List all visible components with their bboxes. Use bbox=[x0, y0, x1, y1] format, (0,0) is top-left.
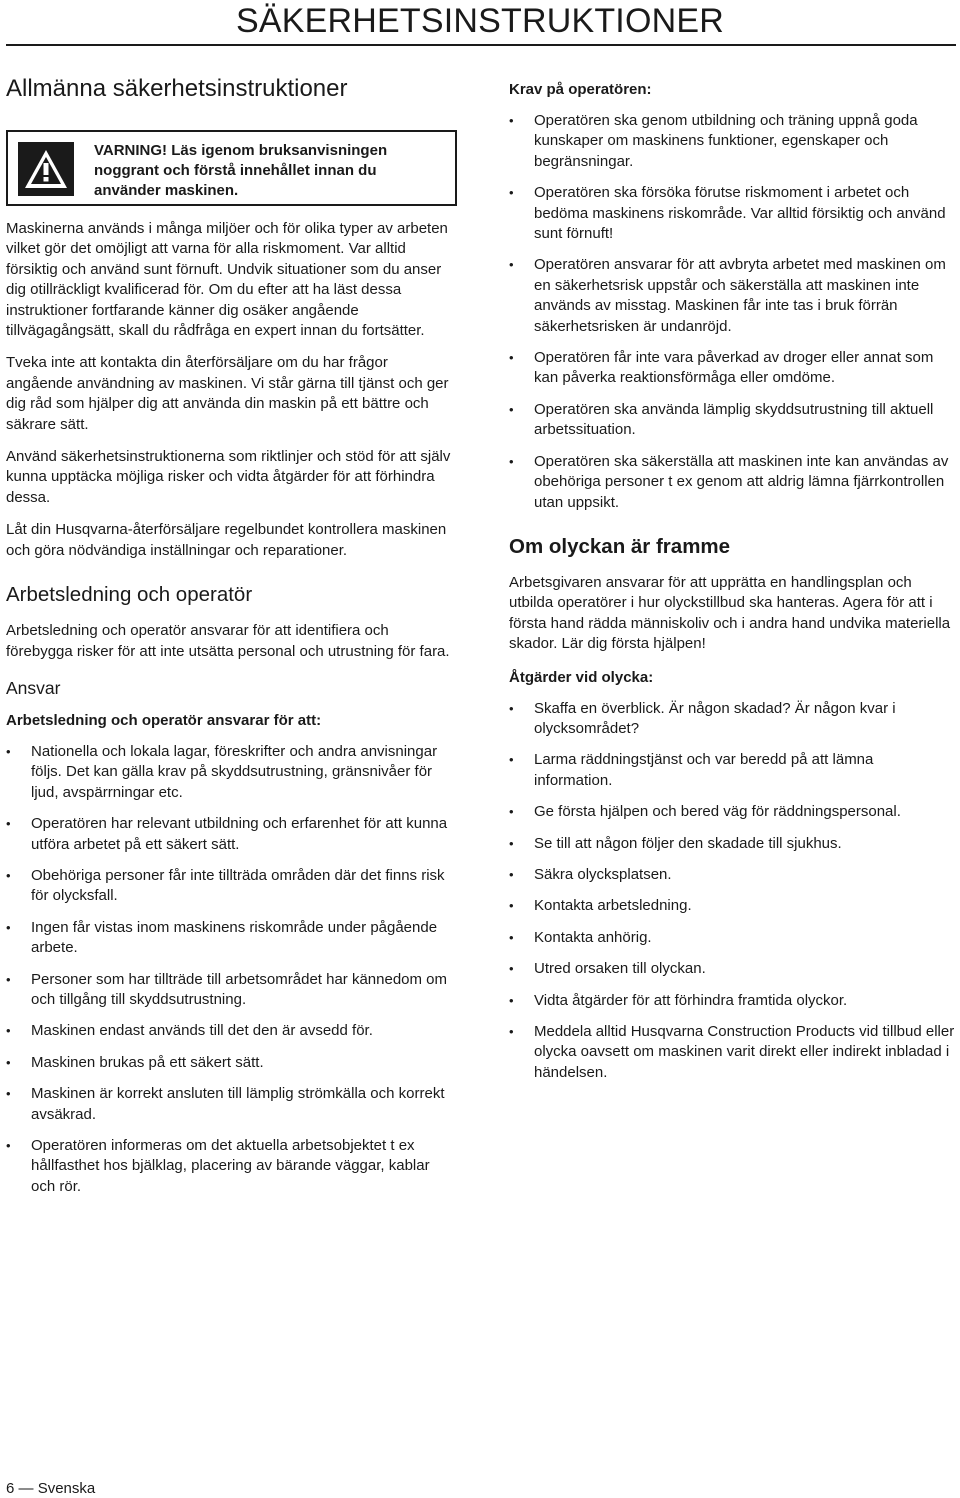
responsibility-heading: Ansvar bbox=[6, 677, 61, 698]
list-item: • Obehöriga personer får inte tillträda områden där det finns risk för olycksfall. bbox=[6, 866, 456, 907]
list-item: • Skaffa en överblick. Är någon skadad? Är någon kvar i olycksområdet? bbox=[509, 699, 955, 740]
footer-separator: — bbox=[18, 1480, 34, 1497]
left-column bbox=[6, 72, 456, 1197]
accident-heading: Om olyckan är framme bbox=[509, 534, 731, 558]
responsibility-list bbox=[6, 742, 456, 1197]
list-item: • Säkra olycksplatsen. bbox=[509, 865, 955, 885]
list-item: • Operatören ansvarar för att avbryta arbetet med maskinen om en säkerhetsrisk uppstår och säkerställa att maskinen inte används av misstag. Maskinen får inte tas i bruk förrän säkerhetsrisken är undanröjd. bbox=[509, 255, 955, 337]
contact-paragraph: Tveka inte att kontakta din återförsäljare om du har frågor angående användning av maskinen. Vi står gärna till tjänst och ger dig råd som hjälper dig att använda din maskin på ett bättre och säkrare sätt. bbox=[6, 354, 449, 433]
list-item: • Operatören informeras om det aktuella arbetsobjektet t ex hållfasthet hos bjälklag, placering av bärande väggar, kablar och rör. bbox=[6, 1136, 456, 1197]
list-item: • Utred orsaken till olyckan. bbox=[509, 959, 955, 979]
warning-box bbox=[6, 130, 457, 206]
list-item: • Larma räddningstjänst och var beredd på att lämna information. bbox=[509, 750, 955, 791]
list-item: • Operatören har relevant utbildning och erfarenhet för att kunna utföra arbetet på ett säkert sätt. bbox=[6, 814, 456, 855]
list-item: • Operatören ska använda lämplig skyddsutrustning till aktuell arbetssituation. bbox=[509, 400, 955, 441]
dealer-paragraph: Låt din Husqvarna-återförsäljare regelbundet kontrollera maskinen och göra nödvändiga inställningar och reparationer. bbox=[6, 521, 447, 559]
list-item: • Ge första hjälpen och bered väg för räddningspersonal. bbox=[509, 802, 955, 822]
operator-requirements-subheading: Krav på operatören: bbox=[509, 81, 652, 98]
list-item: • Nationella och lokala lagar, föreskrifter och andra anvisningar följs. Det kan gälla krav på skyddsutrustning, gränsnivåer för ljud, avspärrningar etc. bbox=[6, 742, 456, 803]
list-item: • Vidta åtgärder för att förhindra framtida olyckor. bbox=[509, 991, 955, 1011]
list-item: • Operatören ska genom utbildning och träning uppnå goda kunskaper om maskinens funktioner, egenskaper och begränsningar. bbox=[509, 111, 955, 172]
list-item: • Operatören får inte vara påverkad av droger eller annat som kan påverka reaktionsförmåga eller omdöme. bbox=[509, 348, 955, 389]
list-item: • Maskinen endast används till det den är avsedd för. bbox=[6, 1021, 456, 1041]
guidelines-paragraph: Använd säkerhetsinstruktionerna som riktlinjer och stöd för att själv kunna upptäcka möjliga risker och vidta åtgärder för att förhindra dessa. bbox=[6, 448, 451, 506]
list-item: • Kontakta anhörig. bbox=[509, 928, 955, 948]
accident-actions-list bbox=[509, 699, 955, 1084]
management-heading: Arbetsledning och operatör bbox=[6, 583, 253, 607]
accident-paragraph: Arbetsgivaren ansvarar för att upprätta en handlingsplan och utbilda operatörer i hur olyckstillbud ska hanteras. Agera för att i första hand rädda människoliv och i andra hand undvika materiella skador. Lär dig första hjälpen! bbox=[509, 573, 951, 653]
header-rule bbox=[6, 44, 956, 46]
warning-triangle-icon bbox=[18, 142, 74, 196]
page-number: 6 bbox=[6, 1480, 15, 1497]
page-footer bbox=[6, 1480, 95, 1497]
responsibility-subheading: Arbetsledning och operatör ansvarar för att: bbox=[6, 711, 322, 729]
list-item: • Kontakta arbetsledning. bbox=[509, 896, 955, 916]
operator-requirements-list bbox=[509, 111, 955, 513]
general-safety-heading: Allmänna säkerhetsinstruktioner bbox=[6, 75, 348, 102]
list-item: • Personer som har tillträde till arbetsområdet har kännedom om och tillgång till skyddsutrustning. bbox=[6, 970, 456, 1011]
management-paragraph: Arbetsledning och operatör ansvarar för att identifiera och förebygga risker för att inte utsätta personal och utrustning för fara. bbox=[6, 622, 450, 660]
list-item: • Maskinen är korrekt ansluten till lämplig strömkälla och korrekt avsäkrad. bbox=[6, 1084, 456, 1125]
list-item: • Operatören ska säkerställa att maskinen inte kan användas av obehöriga personer t ex genom att aldrig lämna fjärrkontrollen utan uppsikt. bbox=[509, 452, 955, 513]
intro-paragraph: Maskinerna används i många miljöer och för olika typer av arbeten vilket gör det omöjligt att varna för alla riskmoment. Var alltid försiktig och använd sunt förnuft. Undvik situationer som du anser dig otillräckligt kvalificerad för. Om du efter att ha läst dessa instruktioner fortfarande känner dig osäker angående tillvägagångsätt, skall du rådfråga en expert innan du fortsätter. bbox=[6, 220, 448, 340]
list-item: • Maskinen brukas på ett säkert sätt. bbox=[6, 1053, 456, 1073]
warning-text: VARNING! Läs igenom bruksanvisningen noggrant och förstå innehållet innan du använder maskinen. bbox=[94, 142, 388, 199]
list-item: • Meddela alltid Husqvarna Construction Products vid tillbud eller olycka oavsett om maskinen varit direkt eller indirekt inbladad i händelsen. bbox=[509, 1022, 955, 1083]
list-item: • Se till att någon följer den skadade till sjukhus. bbox=[509, 834, 955, 854]
right-column bbox=[509, 80, 955, 1083]
page-header bbox=[0, 0, 960, 46]
accident-actions-subheading: Åtgärder vid olycka: bbox=[509, 668, 654, 686]
list-item: • Ingen får vistas inom maskinens riskområde under pågående arbete. bbox=[6, 918, 456, 959]
list-item: • Operatören ska försöka förutse riskmoment i arbetet och bedöma maskinens riskområde. Var alltid försiktig och använd sunt förnuft! bbox=[509, 183, 955, 244]
page-title: SÄKERHETSINSTRUKTIONER bbox=[235, 2, 724, 40]
footer-language: Svenska bbox=[37, 1480, 96, 1497]
